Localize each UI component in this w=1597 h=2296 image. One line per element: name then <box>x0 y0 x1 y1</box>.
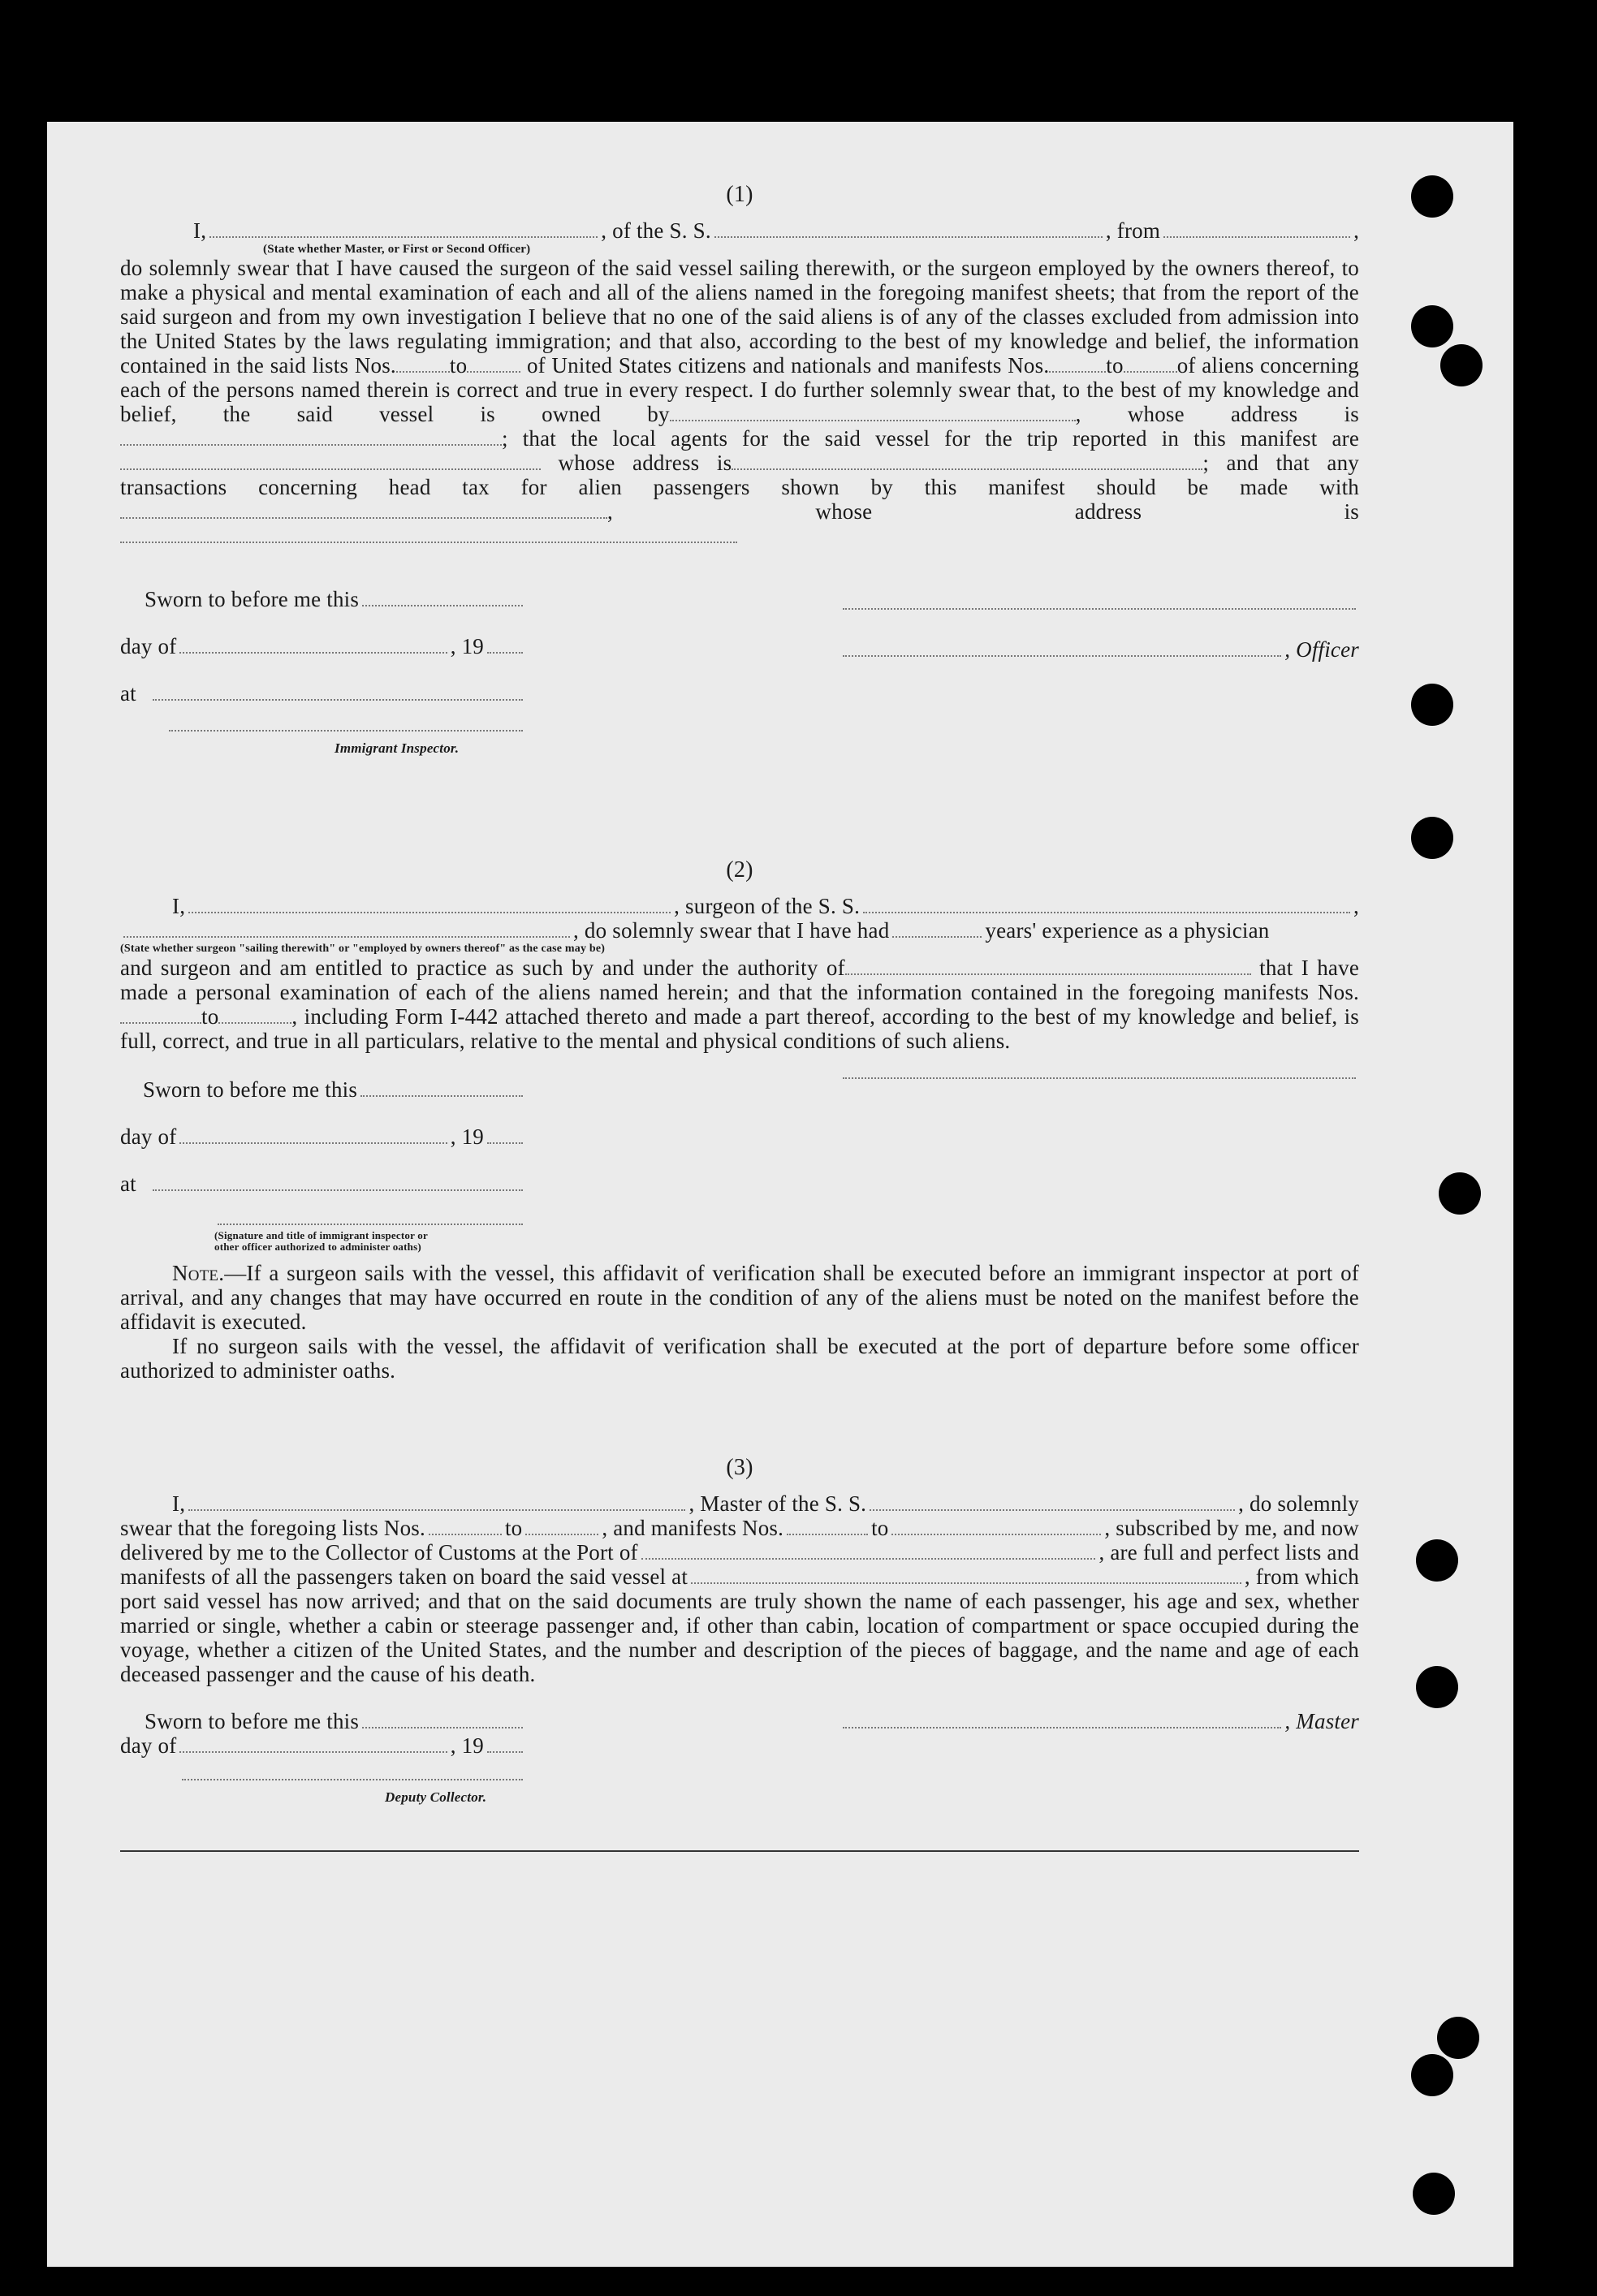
vessel-name-field[interactable] <box>870 1509 1235 1511</box>
punch-hole <box>1411 817 1453 859</box>
section-number: (3) <box>726 1455 753 1480</box>
inspector-signature-field[interactable] <box>169 730 523 732</box>
manifest-nos-from-field[interactable] <box>120 1008 201 1024</box>
deputy-caption: Deputy Collector. <box>385 1789 487 1805</box>
surgeon-status-field[interactable] <box>123 936 570 938</box>
deputy-signature-field[interactable] <box>182 1779 523 1780</box>
manifest-nos-to-field[interactable] <box>891 1534 1101 1535</box>
sworn-date-field[interactable] <box>362 605 523 606</box>
punch-hole <box>1437 2017 1479 2059</box>
year-field[interactable] <box>487 652 523 654</box>
list-nos-to-field[interactable] <box>525 1534 598 1535</box>
list-nos-to-field[interactable] <box>467 356 520 373</box>
from-port-field[interactable] <box>1163 236 1350 238</box>
at-place-field[interactable] <box>153 699 523 701</box>
inspector-signature-field[interactable] <box>218 1224 523 1225</box>
manifest-nos-to-field[interactable] <box>218 1008 291 1024</box>
port-field[interactable] <box>641 1558 1096 1560</box>
manifest-nos-to-field[interactable] <box>1124 356 1177 373</box>
head-tax-address-field[interactable] <box>120 527 737 543</box>
punch-hole <box>1413 2173 1455 2215</box>
punch-hole <box>1411 175 1453 218</box>
section-2: (2) I, , surgeon of the S. S. , , do solemnly swear that I have had years' experience as a physician (State whether surgeon "sailing therewith" or "employed by owners thereof" as the case may be) and surgeon and am entitled to practice as such by and under the authority of that I have made a personal examination of each of the aliens named herein; and that the information contained in the foregoing manifests Nos.to , including Form I-442 attached thereto and made a part thereof, according to the best of my knowledge and belief, is full, correct, and true in all particulars, relative to the mental and physical conditions of such aliens. Sworn to before me this day of , 19 at (Signature and title of immigrant inspector or other officer authorized to administer oaths) Note.—If a surgeon sails with the vessel, this affidavit of verification shall be executed before an immigrant inspector at port of arrival, and any changes that may have occurred en route in the condition of any of the aliens must be noted on the manifest before the affidavit is executed. If no surgeon sails with the vessel, the affidavit of verification shall be executed at the port of departure before some officer authorized to administer oaths. <box>120 857 1360 1383</box>
field-caption: (State whether Master, or First or Second Officer) <box>263 243 531 256</box>
punch-hole <box>1411 2054 1453 2096</box>
section-number: (2) <box>726 857 753 883</box>
authority-field[interactable] <box>845 959 1251 975</box>
agents-address-field[interactable] <box>732 454 1202 470</box>
bottom-rule <box>120 1850 1359 1852</box>
affidavit-content <box>120 183 1359 1852</box>
punch-hole <box>1440 344 1483 386</box>
list-nos-from-field[interactable] <box>429 1534 502 1535</box>
day-of-field[interactable] <box>179 1751 447 1753</box>
punch-hole <box>1416 1666 1458 1708</box>
list-nos-from-field[interactable] <box>396 356 450 373</box>
surgeon-name-field[interactable] <box>188 912 671 913</box>
day-of-field[interactable] <box>179 652 447 654</box>
sworn-date-field[interactable] <box>360 1095 523 1097</box>
punch-hole <box>1411 305 1453 347</box>
note-paragraph: Note.—If a surgeon sails with the vessel, this affidavit of verification shall be executed before an immigrant inspector at port of arrival, and any changes that may have occurred en route in the condition of any of the aliens must be noted on the manifest before the affidavit is executed. <box>120 1261 1359 1334</box>
punch-hole <box>1411 684 1453 726</box>
day-of-field[interactable] <box>179 1142 447 1144</box>
owner-field[interactable] <box>670 405 1076 421</box>
officer-signature-field[interactable] <box>843 655 1281 657</box>
inspector-caption: Immigrant Inspector. <box>335 740 460 756</box>
local-agents-field[interactable] <box>120 454 541 470</box>
sworn-date-field[interactable] <box>362 1727 523 1728</box>
manifest-nos-from-field[interactable] <box>1049 356 1106 373</box>
section-1: (1) I, , of the S. S. , from , (State whether Master, or First or Second Officer) do solemnly swear that I have caused the surgeon of the said vessel sailing therewith, or the surgeon employed by the owners thereof, to make a physical and mental examination of each and all of the aliens named in the foregoing manifest sheets; that from the report of the said surgeon and from my own investigation I believe that no one of the said aliens is of any of the classes excluded from admission into the United States by the laws regulating immigration; and that also, according to the best of my knowledge and belief, the information contained in the said lists Nos. to of United States citizens and nationals and manifests Nos. to of aliens concerning each of the persons named therein is correct and true in every respect. I do further solemnly swear that, to the best of my knowledge and belief, the said vessel is owned by , whose address is; that the local agents for the said vessel for the trip reported in this manifest are whose address is ; and that any transactions concerning head tax for alien passengers shown by this manifest should be made with, whose address is Sworn to before me this day of , 19 at Immigrant Inspector. , Officer <box>120 183 1359 761</box>
vessel-name-field[interactable] <box>863 912 1350 913</box>
year-field[interactable] <box>487 1751 523 1753</box>
signature-caption: (Signature and title of immigrant inspector or other officer authorized to administer oaths) <box>214 1229 428 1253</box>
punch-hole <box>1439 1172 1481 1215</box>
manifest-nos-from-field[interactable] <box>787 1534 868 1535</box>
note-paragraph-2: If no surgeon sails with the vessel, the affidavit of verification shall be executed at the port of departure before some officer authorized to administer oaths. <box>120 1334 1359 1383</box>
surgeon-signature-field[interactable] <box>843 1077 1356 1079</box>
officer-signature-line-1[interactable] <box>843 608 1356 610</box>
at-place-field[interactable] <box>153 1189 523 1191</box>
section-number: (1) <box>726 182 753 207</box>
owner-address-field[interactable] <box>120 429 502 446</box>
head-tax-party-field[interactable] <box>120 503 607 519</box>
vessel-name-field[interactable] <box>714 236 1103 238</box>
year-field[interactable] <box>487 1142 523 1144</box>
years-experience-field[interactable] <box>892 936 982 938</box>
departure-port-field[interactable] <box>691 1582 1241 1584</box>
master-signature-field[interactable] <box>843 1727 1281 1728</box>
officer-name-field[interactable] <box>209 236 598 238</box>
section-3: (3) I, , Master of the S. S. , do solemnly swear that the foregoing lists Nos. to , and manifests Nos. to , subscribed by me, and now delivered by me to the Collector of Customs at the Port of , are full and perfect lists and manifests of all the passengers taken on board the said vessel at , from which port said vessel has now arrived; and that on the said documents are truly shown the name of each passenger, his age and sex, whether married or single, whether a cabin or steerage passenger and, if other than cabin, location of compartment or space occupied during the voyage, whether a citizen of the United States, and the number and description of the pieces of baggage, and the name and age of each deceased passenger and the cause of his death. Sworn to before me this day of , 19 Deputy Collector. , Master <box>120 1456 1359 1852</box>
punch-hole <box>1416 1539 1458 1582</box>
field-caption: (State whether surgeon "sailing therewith" or "employed by owners thereof" as the case may be) <box>120 943 606 955</box>
master-name-field[interactable] <box>188 1509 685 1511</box>
